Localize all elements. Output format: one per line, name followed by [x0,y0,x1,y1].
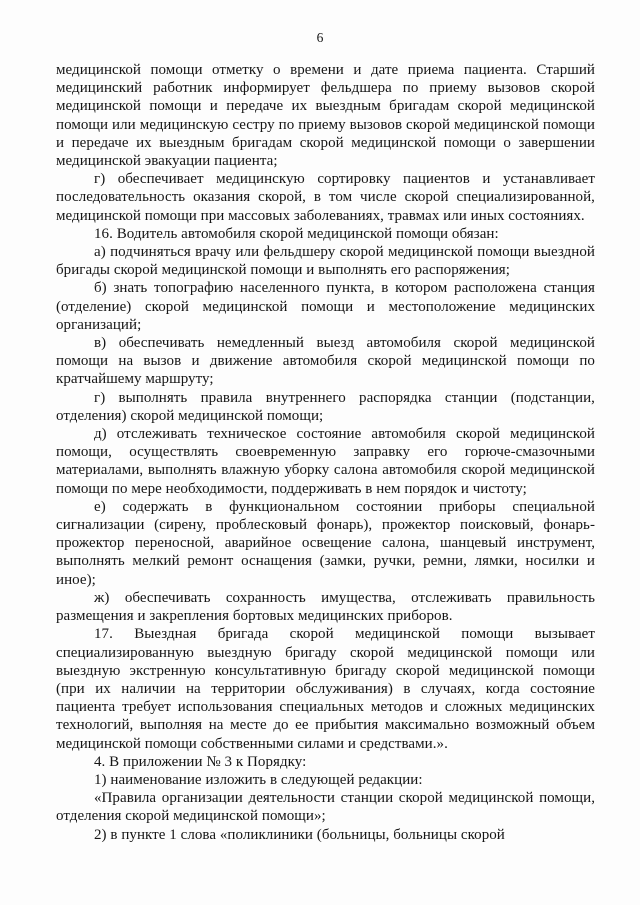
paragraph-4-appendix: 4. В приложении № 3 к Порядку: [94,753,307,770]
paragraph-item-2: 2) в пункте 1 слова «поликлиники (больницы, больницы скорой [94,826,505,843]
paragraph-item-d: д) отслеживать техническое состояние автомобиля скорой медицинской помощи, осуществлять своевременную заправку его горюче-смазочными материалами, выполнять влажную уборку салона автомобиля скорой медицинской помощи по мере необходимости, поддерживать в нем порядок и чистоту; [56,426,595,497]
paragraph-item-g-sorting: г) обеспечивает медицинскую сортировку пациентов и устанавливает последовательность оказания скорой, в том числе скорой специализированной, медицинской помощи при массовых заболеваниях, травмах или иных состояниях. [56,171,595,224]
paragraph-quoted-title: «Правила организации деятельности станции скорой медицинской помощи, отделения скорой медицинской помощи»; [56,790,595,825]
paragraph-item-e: е) содержать в функциональном состоянии приборы специальной сигнализации (сирену, проблесковый фонарь), прожектор поисковый, фонарь-прожектор переносной, аварийное освещение салона, шанцевый инструмент, выполнять мелкий ремонт оснащения (замки, ручки, ремни, лямки, носилки и иное); [56,498,595,588]
paragraph-item-1-title: 1) наименование изложить в следующей редакции: [94,771,423,788]
paragraph-item-a: а) подчиняться врачу или фельдшеру скорой медицинской помощи выездной бригады скорой медицинской помощи и выполнять его распоряжения; [56,244,595,279]
page-number: 6 [316,30,324,45]
paragraph-item-v: в) обеспечивать немедленный выезд автомобиля скорой медицинской помощи на вызов и движение автомобиля скорой медицинской помощи по кратчайшему маршруту; [56,335,595,388]
paragraph-item-g: г) выполнять правила внутреннего распорядка станции (подстанции, отделения) скорой медицинской помощи; [56,389,595,424]
paragraph-16-heading: 16. Водитель автомобиля скорой медицинской помощи обязан: [94,225,499,242]
paragraph-continuation: медицинской помощи отметку о времени и дате приема пациента. Старший медицинский работник информирует фельдшера по приему вызовов скорой медицинской помощи и передаче их выездным бригадам скорой медицинской помощи или медицинскую сестру по приему вызовов скорой медицинской помощи и передаче их выездным бригадам скорой медицинской помощи о завершении медицинской эвакуации пациента; [56,62,595,170]
paragraph-17: 17. Выездная бригада скорой медицинской помощи вызывает специализированную выездную бригаду скорой медицинской помощи или выездную экстренную консультативную бригаду скорой медицинской помощи (при их наличии на территории обслуживания) в случаях, когда состояние пациента требует использования специальных методов и сложных медицинских технологий, выполняя на месте до ее прибытия максимально возможный объем медицинской помощи собственными силами и средствами.». [56,626,595,752]
document-body [56,61,595,844]
paragraph-item-b: б) знать топографию населенного пункта, в котором расположена станция (отделение) скорой медицинской помощи и местоположение медицинских организаций; [56,280,595,333]
paragraph-item-zh: ж) обеспечивать сохранность имущества, отслеживать правильность размещения и закрепления бортовых медицинских приборов. [56,589,595,625]
